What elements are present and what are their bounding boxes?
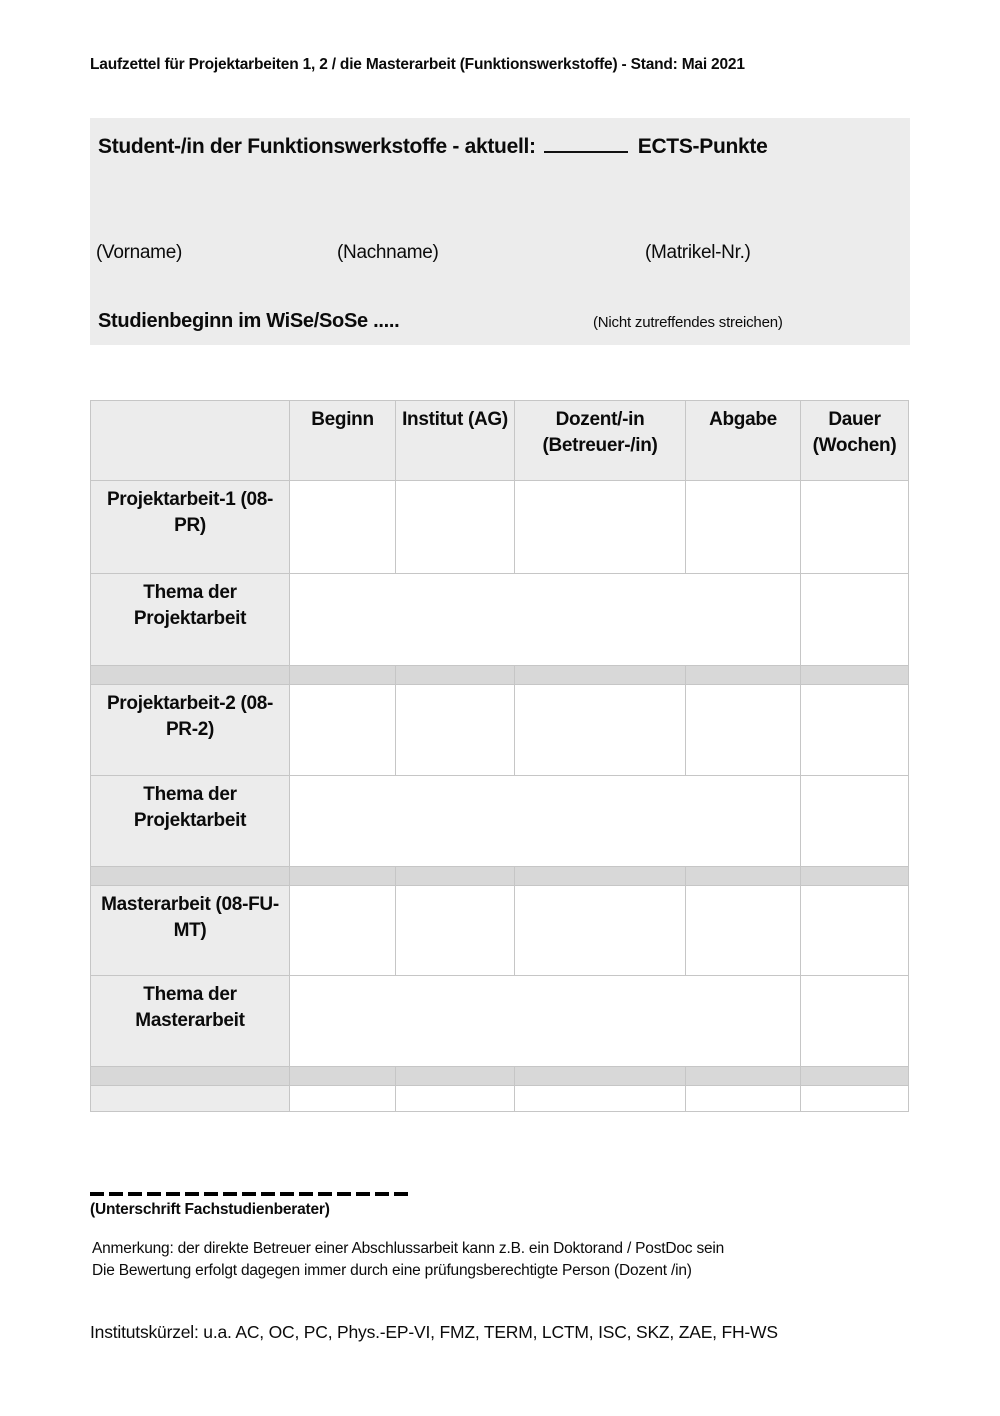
cell-projektarbeit2-dozent xyxy=(515,685,686,776)
cell-projektarbeit2-dauer xyxy=(801,685,909,776)
cell-projektarbeit1-abgabe xyxy=(686,481,801,574)
student-info-panel xyxy=(90,118,910,345)
nachname-label: (Nachname) xyxy=(337,242,439,263)
cell-empty-abgabe xyxy=(686,1086,801,1112)
cell-masterarbeit-institut xyxy=(396,886,515,976)
studienbeginn-label: Studienbeginn im WiSe/SoSe ..... xyxy=(98,310,400,332)
cell-empty-dozent xyxy=(515,1086,686,1112)
cell-masterarbeit-dozent xyxy=(515,886,686,976)
cell-empty-beginn xyxy=(290,1086,396,1112)
streichen-hint: (Nicht zutreffendes streichen) xyxy=(593,314,783,331)
cell-projektarbeit1-beginn xyxy=(290,481,396,574)
row-label-thema-projektarbeit-1: Thema der Projektarbeit xyxy=(91,574,290,666)
cell-masterarbeit-beginn xyxy=(290,886,396,976)
row-label-projektarbeit-2: Projektarbeit-2 (08-PR-2) xyxy=(91,685,290,776)
separator-cell xyxy=(686,1067,801,1086)
cell-thema-masterarbeit-dauer xyxy=(801,976,909,1067)
separator-cell xyxy=(801,666,909,685)
cell-projektarbeit1-dozent xyxy=(515,481,686,574)
separator-cell xyxy=(290,666,396,685)
table-row-projektarbeit-1 xyxy=(91,481,909,574)
cell-thema-projektarbeit2 xyxy=(290,776,801,867)
student-heading xyxy=(98,130,767,159)
vorname-label: (Vorname) xyxy=(96,242,183,263)
cell-thema-projektarbeit2-dauer xyxy=(801,776,909,867)
cell-thema-projektarbeit1 xyxy=(290,574,801,666)
column-header-beginn: Beginn xyxy=(290,401,396,481)
row-label-thema-projektarbeit-2: Thema der Projektarbeit xyxy=(91,776,290,867)
notes-block xyxy=(92,1238,912,1282)
separator-cell xyxy=(396,867,515,886)
separator-cell xyxy=(290,1067,396,1086)
separator-cell xyxy=(801,867,909,886)
document-title: Laufzettel für Projektarbeiten 1, 2 / die Masterarbeit (Funktionswerkstoffe) - Stand: Mai 2021 xyxy=(90,56,745,73)
separator-row xyxy=(91,666,909,685)
table-row-thema-projektarbeit-2 xyxy=(91,776,909,867)
note-line-1: Anmerkung: der direkte Betreuer einer Abschlussarbeit kann z.B. ein Doktorand / PostDoc sein xyxy=(92,1240,725,1257)
separator-cell xyxy=(686,666,801,685)
cell-masterarbeit-dauer xyxy=(801,886,909,976)
column-header-abgabe: Abgabe xyxy=(686,401,801,481)
separator-cell xyxy=(91,867,290,886)
table-row-empty xyxy=(91,1086,909,1112)
cell-projektarbeit1-institut xyxy=(396,481,515,574)
row-label-masterarbeit: Masterarbeit (08-FU-MT) xyxy=(91,886,290,976)
table-row-masterarbeit xyxy=(91,886,909,976)
cell-projektarbeit1-dauer xyxy=(801,481,909,574)
row-label-projektarbeit-1: Projektarbeit-1 (08-PR) xyxy=(91,481,290,574)
separator-cell xyxy=(686,867,801,886)
table-row-thema-masterarbeit xyxy=(91,976,909,1067)
cell-projektarbeit2-abgabe xyxy=(686,685,801,776)
laufzettel-table xyxy=(90,400,909,1112)
table-header-row xyxy=(91,401,909,481)
note-line-2: Die Bewertung erfolgt dagegen immer durch eine prüfungsberechtigte Person (Dozent /in) xyxy=(92,1262,692,1279)
student-heading-suffix: ECTS-Punkte xyxy=(637,135,768,158)
institute-codes: Institutskürzel: u.a. AC, OC, PC, Phys.-EP-VI, FMZ, TERM, LCTM, ISC, SKZ, ZAE, FH-WS xyxy=(90,1322,778,1342)
separator-row xyxy=(91,1067,909,1086)
row-label-thema-masterarbeit: Thema der Masterarbeit xyxy=(91,976,290,1067)
separator-cell xyxy=(396,666,515,685)
row-label-empty xyxy=(91,1086,290,1112)
ects-blank-line xyxy=(544,130,628,153)
cell-thema-projektarbeit1-dauer xyxy=(801,574,909,666)
cell-projektarbeit2-institut xyxy=(396,685,515,776)
table-row-thema-projektarbeit-1 xyxy=(91,574,909,666)
student-heading-prefix: Student-/in der Funktionswerkstoffe - aktuell: xyxy=(98,135,536,158)
separator-cell xyxy=(515,666,686,685)
table-row-projektarbeit-2 xyxy=(91,685,909,776)
cell-empty-dauer xyxy=(801,1086,909,1112)
separator-cell xyxy=(91,666,290,685)
separator-cell xyxy=(515,867,686,886)
separator-row xyxy=(91,867,909,886)
cell-projektarbeit2-beginn xyxy=(290,685,396,776)
column-header-empty xyxy=(91,401,290,481)
cell-empty-institut xyxy=(396,1086,515,1112)
matrikel-label: (Matrikel-Nr.) xyxy=(645,242,751,263)
column-header-dozent: Dozent/-in (Betreuer-/in) xyxy=(515,401,686,481)
column-header-dauer: Dauer (Wochen) xyxy=(801,401,909,481)
column-header-institut: Institut (AG) xyxy=(396,401,515,481)
separator-cell xyxy=(396,1067,515,1086)
separator-cell xyxy=(91,1067,290,1086)
signature-label: (Unterschrift Fachstudienberater) xyxy=(90,1201,330,1218)
signature-line xyxy=(90,1192,408,1196)
cell-masterarbeit-abgabe xyxy=(686,886,801,976)
separator-cell xyxy=(290,867,396,886)
separator-cell xyxy=(801,1067,909,1086)
cell-thema-masterarbeit xyxy=(290,976,801,1067)
separator-cell xyxy=(515,1067,686,1086)
